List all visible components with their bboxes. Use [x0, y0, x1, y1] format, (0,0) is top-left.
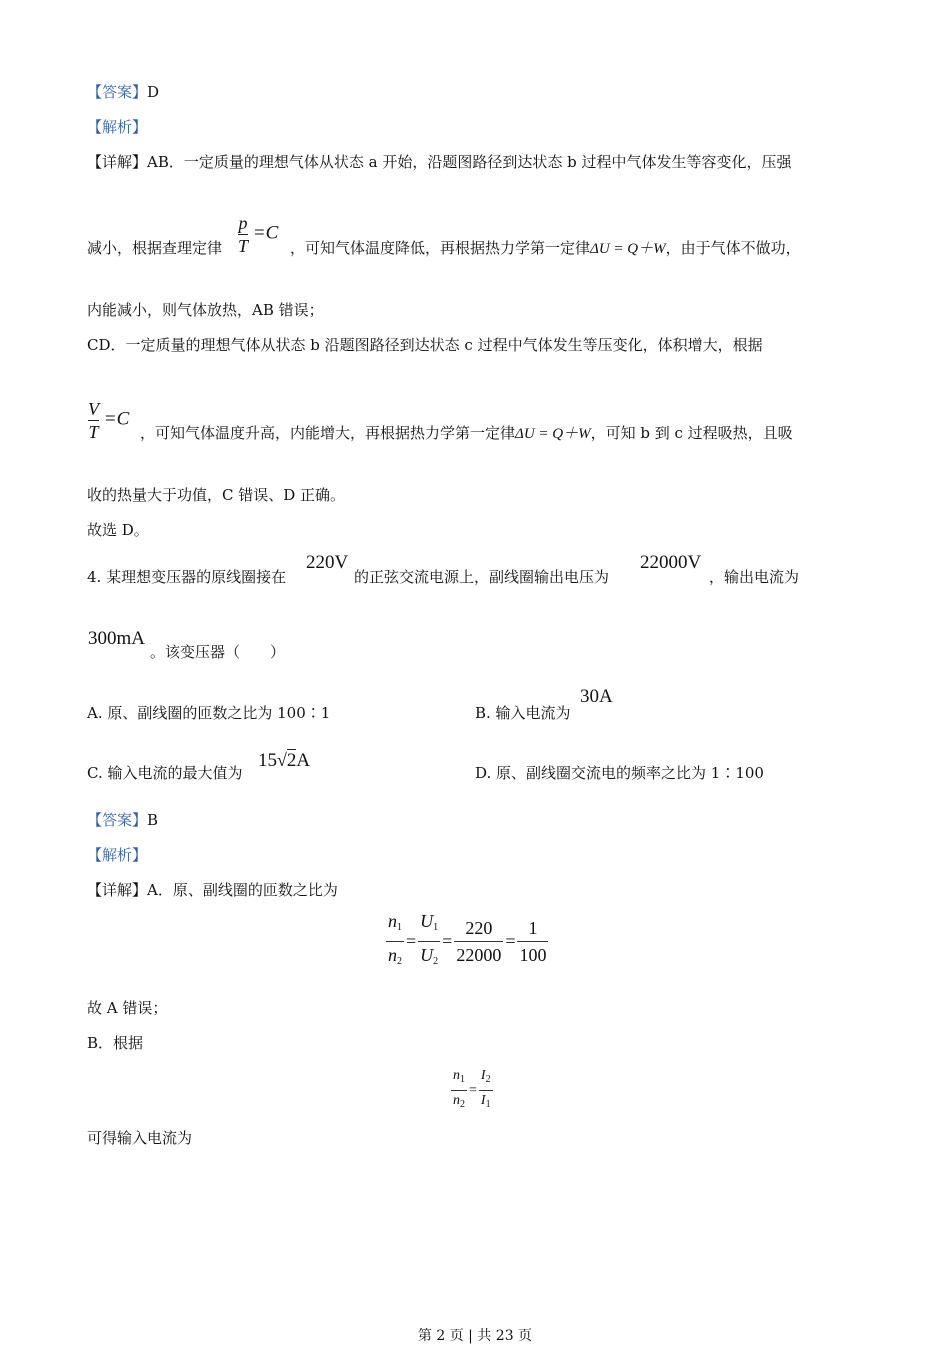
eq2-i2: I	[480, 1068, 486, 1083]
q4-v2: 22000V	[640, 552, 702, 573]
analysis-tag: 【解析】	[87, 118, 148, 136]
eq2-i2-sub: 2	[485, 1074, 491, 1085]
eq1-u1: U	[420, 911, 434, 931]
detail-tag: 【详解】	[87, 153, 148, 171]
detail-line-6: 收的热量大于功值，C 错误、D 正确。	[87, 486, 346, 504]
frac-den-T2: T	[88, 422, 99, 442]
q4-stem-c: ，输出电流为	[709, 568, 800, 586]
first-law-2: ΔU = Q＋W	[515, 426, 591, 442]
frac-den-T: T	[238, 236, 249, 256]
option-c-radicand: 2	[286, 750, 297, 771]
eq2-n2-sub: 2	[460, 1099, 465, 1110]
detail-line-b4: 可得输入电流为	[87, 1129, 193, 1147]
option-d: D. 原、副线圈交流电的频率之比为 1∶100	[475, 764, 764, 782]
option-b	[475, 702, 571, 723]
eq2-i1-sub: 1	[485, 1099, 491, 1110]
detail-text-2a: 减小，根据查理定律	[87, 239, 223, 257]
detail-text-b1: A．原、副线圈的匝数之比为	[147, 881, 338, 899]
turns-ratio-equation: $n_1$ $n_2$ = $U_1$ $U_2$ = 220 22000 = 1 100	[388, 911, 547, 967]
eq2-n1: n	[453, 1068, 460, 1083]
detail-tag-2: 【详解】	[87, 881, 148, 899]
eq1-result-den: 100	[519, 945, 547, 965]
detail-text-1: AB．一定质量的理想气体从状态 a 开始，沿题图路径到达状态 b 过程中气体发生等容变化，压强	[147, 153, 792, 171]
eq1-den: 22000	[456, 945, 502, 965]
q4-i-out: 300mA	[88, 628, 145, 649]
option-c-value: 15√2A	[258, 750, 311, 771]
eq1-num: 220	[465, 918, 493, 938]
detail-line-2	[87, 238, 222, 258]
q4-stem-d: 。该变压器（ ）	[150, 643, 286, 661]
eq1-u2: U	[420, 945, 434, 965]
detail-line-2b	[290, 238, 801, 259]
answer-tag: 【答案】	[87, 83, 148, 101]
gay-lussac-formula	[88, 398, 129, 443]
option-a: A. 原、副线圈的匝数之比为 100∶1	[87, 704, 331, 722]
eq2-n1-sub: 1	[460, 1074, 465, 1085]
eq2-n2: n	[453, 1093, 460, 1108]
eq-C-1: =C	[252, 222, 279, 244]
first-law-1: ΔU = Q＋W	[590, 241, 666, 257]
detail-text-2c: ，由于气体不做功，	[665, 239, 801, 257]
answer-value-2: B	[147, 811, 159, 829]
detail-text-2b: ，可知气体温度降低，再根据热力学第一定律	[290, 239, 591, 257]
detail-line-b2: 故 A 错误；	[87, 999, 168, 1017]
eq-C-2: =C	[103, 408, 130, 430]
detail-line-1	[87, 152, 792, 172]
detail-text-5a: ，可知气体温度升高，内能增大，再根据热力学第一定律	[140, 424, 516, 442]
frac-num-p: p	[238, 213, 248, 233]
detail-line-4: CD．一定质量的理想气体从状态 b 沿题图路径到达状态 c 过程中气体发生等压变化，体积增大，根据	[87, 336, 763, 354]
eq1-n2: n	[388, 945, 397, 965]
current-ratio-equation: $n_1$ $n_2$ = $I_2$ $I_1$	[453, 1068, 491, 1110]
eq1-n1-sub: 1	[397, 922, 402, 933]
page-footer: 第 2 页 | 共 23 页	[417, 1328, 533, 1344]
eq1-n1: n	[388, 911, 397, 931]
q4-stem-a: 4. 某理想变压器的原线圈接在	[87, 568, 287, 586]
option-c-text: C. 输入电流的最大值为	[87, 764, 243, 782]
charles-law-formula	[238, 212, 278, 257]
detail-line-5	[140, 423, 793, 444]
detail-text-5b: ，可知 b 到 c 过程吸热，且吸	[590, 424, 793, 442]
q4-v1: 220V	[306, 552, 349, 573]
frac-num-V: V	[88, 399, 99, 419]
option-b-value: 30A	[580, 686, 613, 707]
answer-tag-2: 【答案】	[87, 811, 148, 829]
answer-line-2	[87, 810, 158, 830]
detail-line-7: 故选 D。	[87, 521, 149, 539]
eq1-n2-sub: 2	[397, 956, 402, 967]
option-b-text: B. 输入电流为	[475, 704, 571, 722]
option-c-unit: A	[296, 750, 311, 771]
analysis-tag-2: 【解析】	[87, 846, 148, 864]
eq1-result-num: 1	[528, 918, 538, 938]
answer-value: D	[147, 83, 160, 101]
option-c-coef: 15	[258, 750, 277, 771]
detail-line-b3: B．根据	[87, 1034, 144, 1052]
detail-line-b1	[87, 880, 338, 900]
q4-stem-b: 的正弦交流电源上，副线圈输出电压为	[354, 568, 610, 586]
option-c	[87, 762, 242, 783]
eq1-u1-sub: 1	[433, 922, 439, 933]
eq2-i1: I	[480, 1093, 486, 1108]
detail-line-3: 内能减小，则气体放热，AB 错误；	[87, 301, 324, 319]
answer-line	[87, 82, 159, 102]
eq1-u2-sub: 2	[433, 956, 439, 967]
